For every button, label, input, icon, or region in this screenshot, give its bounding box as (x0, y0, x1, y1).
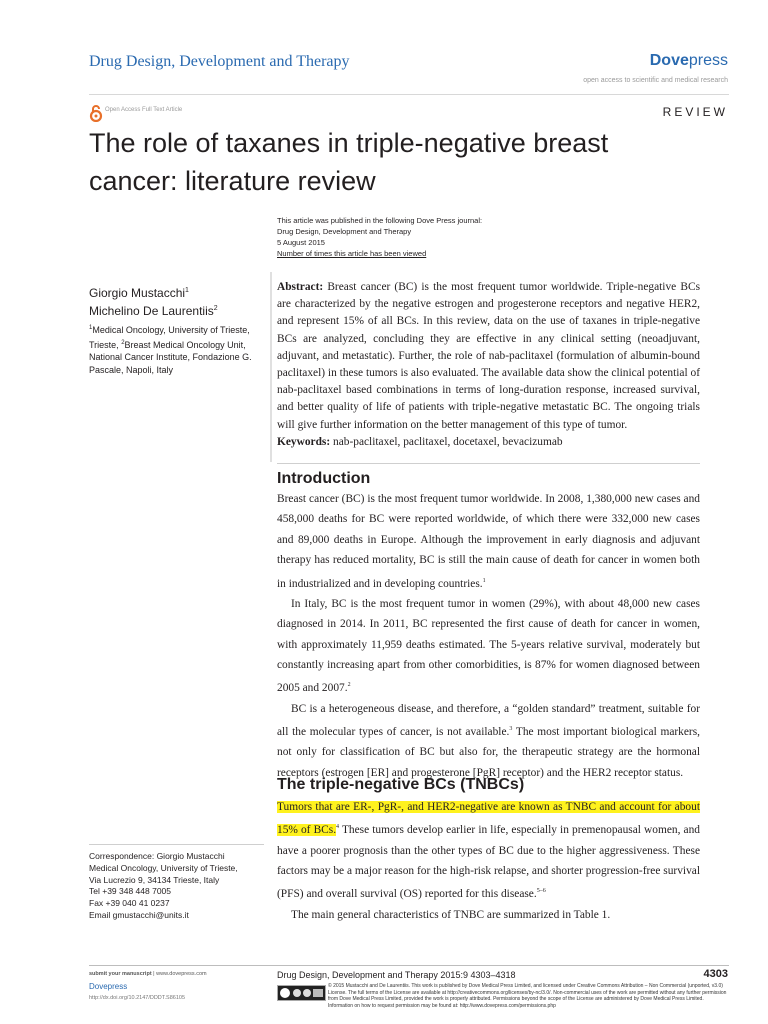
correspondence (89, 851, 238, 922)
affil-text: Breast Medical Oncology Unit, National Cancer Institute, Fondazione G. Pascale, Napoli, Italy (89, 339, 252, 375)
author-sup: 2 (213, 305, 218, 312)
footer-citation: Drug Design, Development and Therapy 2015:9 4303–4318 (277, 970, 516, 980)
publication-info (277, 215, 482, 259)
pubinfo-line: This article was published in the following Dove Press journal: (277, 216, 483, 225)
correspondence-line: Via Lucrezio 9, 34134 Trieste, Italy (89, 874, 220, 885)
section-divider (277, 463, 700, 464)
footer-publisher-logo: Dovepress (89, 982, 128, 991)
author-name: Michelino De Laurentiis (89, 304, 214, 318)
keywords (277, 434, 700, 451)
article-type-label: REVIEW (662, 105, 728, 119)
citation-ref[interactable]: 3 (509, 726, 513, 733)
author (89, 301, 218, 319)
citation-ref[interactable]: 1 (482, 577, 486, 584)
affil-text: Medical Oncology, University of Trieste, Trieste, (89, 325, 250, 350)
journal-title: Drug Design, Development and Therapy (89, 53, 350, 70)
keywords-label: Keywords: (277, 436, 331, 448)
correspondence-fax: Fax +39 040 41 0237 (89, 898, 170, 909)
open-access-lock-icon (89, 104, 103, 122)
author-list (89, 283, 218, 319)
publisher-logo-dove: Dove (649, 52, 689, 69)
abstract-border (270, 272, 272, 462)
paragraph: The main general characteristics of TNBC are summarized in Table 1. (291, 908, 611, 921)
author-sup: 1 (185, 287, 189, 294)
highlighted-text[interactable]: Tumors that are ER-, PgR-, and HER2-negative are known as TNBC and account for about 15% of BCs. (277, 801, 700, 837)
affil-sup: 2 (121, 339, 125, 346)
author (89, 283, 218, 301)
affil-sup: 1 (89, 325, 93, 331)
correspondence-line: Medical Oncology, University of Trieste, (89, 862, 238, 873)
pubinfo-journal: Drug Design, Development and Therapy (277, 227, 412, 236)
correspondence-email[interactable]: Email gmustacchi@units.it (89, 909, 189, 920)
views-link[interactable]: Number of times this article has been viewed (277, 249, 427, 258)
keywords-text: nab-paclitaxel, paclitaxel, docetaxel, bevacizumab (330, 436, 563, 448)
tnbc-heading: The triple-negative BCs (TNBCs) (277, 776, 525, 793)
publisher-logo-press: press (688, 52, 728, 69)
creative-commons-badge-icon (277, 985, 326, 1001)
publisher-tagline: open access to scientific and medical research (583, 77, 728, 84)
paragraph: BC is a heterogeneous disease, and therefore, a “golden standard” treatment, suitable for all the molecular types of cancer, is not available.$^3$ The most important biological markers, not only for classification of BC but also for, the therapeutic strategy are the hormonal receptors (estrogen [ER] and progesterone [PgR] receptor) and the HER2 receptor status. (277, 702, 700, 779)
citation-ref[interactable]: 5–6 (536, 888, 546, 895)
open-access-label: Open Access Full Text Article (105, 107, 183, 113)
paragraph: In Italy, BC is the most frequent tumor in women (29%), with about 48,000 new cases diagnosed in 2014. In 2011, BC represented the first cause of death for cancer in women, with approximately 11,959 deaths estimated. The 5-years relative survival, moderately but constantly increasing apart from other comorbidities, is 87% for women diagnosed between 2005 and 2007.$^2$ (277, 597, 700, 695)
paragraph: Breast cancer (BC) is the most frequent tumor worldwide. In 2008, 1,380,000 new cases and 458,000 deaths for BC were reported worldwide, of which there were 332,000 new cases and 89,000 deaths in Europe. Although the improvement in early diagnosis and adjuvant therapy has reduced mortality, BC is still the main cause of death for cancer in women both in industrialized and in developing countries.$^1$ (277, 493, 700, 590)
footer-divider (89, 965, 729, 966)
publisher-logo (650, 52, 728, 70)
header-divider (89, 94, 729, 95)
tnbc-body (277, 797, 700, 925)
pubinfo-date: 5 August 2015 (277, 238, 325, 247)
introduction-heading: Introduction (277, 470, 371, 487)
submit-manuscript-link[interactable]: submit your manuscript | www.dovepress.com (89, 971, 207, 977)
page-number: 4303 (703, 968, 728, 980)
license-text: © 2015 Mustacchi and De Laurentiis. This work is published by Dove Medical Press Limited, and licensed under Creative Commons Attribution – Non Commercial (unported, v3.0) License. The full terms of the License are available at http://creativecommons.org/licenses/by-nc/3.0/. Non-commercial uses of the work are permitted without any further permission from Dove Medical Press Limited, provided the work is properly attributed. Permissions beyond the scope of the License are administered by Dove Medical Press Limited. Information on how to request permission may be found at: http://www.dovepress.com/permissions.php (328, 983, 727, 1009)
author-name: Giorgio Mustacchi (89, 286, 186, 300)
correspondence-phone: Tel +39 348 448 7005 (89, 886, 172, 897)
correspondence-divider (89, 844, 264, 845)
doi-link[interactable]: http://dx.doi.org/10.2147/DDDT.S86105 (89, 995, 186, 1001)
affiliations (89, 322, 259, 376)
article-title: The role of taxanes in triple-negative breast cancer: literature review (89, 128, 609, 196)
abstract (277, 279, 700, 434)
abstract-label: Abstract: (277, 281, 324, 293)
abstract-text: Breast cancer (BC) is the most frequent tumor worldwide. Triple-negative BCs are characterized by the negative estrogen and progesterone receptors and negative HER2, and represent 15% of all BCs. In this review, data on the use of taxanes in triple-negative BCs are analyzed, concluding they are effective in any clinical setting (neoadjuvant, adjuvant, and metastatic). Further, the role of nab-paclitaxel (formulation of albumin-bound paclitaxel) in these tumors is also evaluated. The available data show the clinical potential of nab-paclitaxel based combinations in terms of long-duration response, increased survival, and better quality of life of patients with triple-negative metastatic BC. The ongoing trials will give further information on the better management of this type of tumor. (277, 281, 700, 431)
citation-ref[interactable]: 2 (347, 682, 351, 689)
correspondence-line: Correspondence: Giorgio Mustacchi (89, 851, 225, 861)
citation-ref[interactable]: 4 (336, 824, 340, 831)
paragraph: Tumors that are ER-, PgR-, and HER2-negative are known as TNBC and account for about 15% of BCs.$^4$ These tumors develop earlier in life, especially in premenopausal women, and have a poorer prognosis than the other types of BC due to the higher aggressiveness. These factors may be a major reason for the high-risk relapse, and shorter progression-free survival (PFS) and overall survival (OS) reported for this disease.$^{5-6}$ (277, 801, 700, 901)
introduction-body (277, 489, 700, 783)
